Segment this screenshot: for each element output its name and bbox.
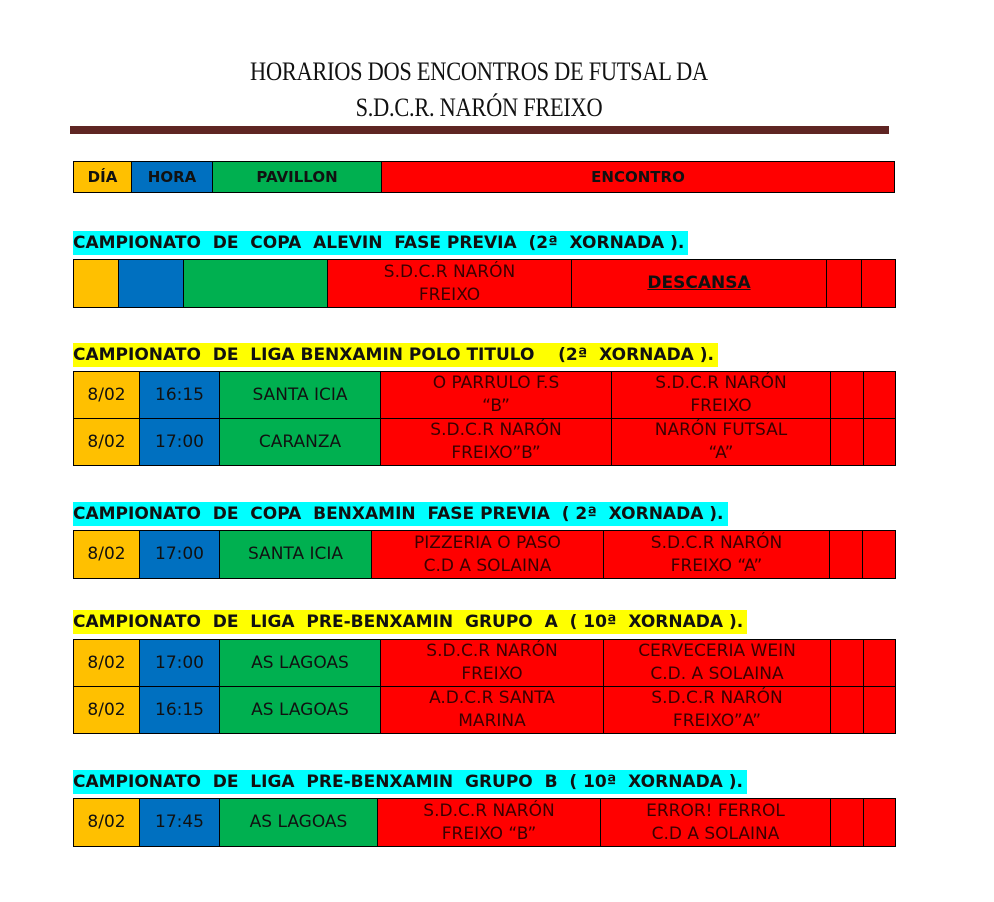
cell-local-team: A.D.C.R SANTA MARINA <box>381 687 604 733</box>
table-row <box>74 260 895 307</box>
cell-hora: 17:00 <box>140 419 220 465</box>
cell-local-team: S.D.C.R NARÓN FREIXO”B” <box>381 419 612 465</box>
cell-score-visitor <box>864 687 895 733</box>
cell-pavillon: AS LAGOAS <box>220 687 381 733</box>
cell-visiting-team: CERVECERIA WEIN C.D. A SOLAINA <box>604 640 831 686</box>
cell-score-visitor <box>864 640 895 686</box>
cell-dia: 8/02 <box>74 531 140 578</box>
cell-visiting-team: S.D.C.R NARÓN FREIXO <box>612 372 831 418</box>
cell-local-team: PIZZERIA O PASO C.D A SOLAINA <box>372 531 604 578</box>
cell-dia: 8/02 <box>74 687 140 733</box>
cell-dia: 8/02 <box>74 640 140 686</box>
table-row <box>74 419 895 465</box>
cell-hora: 17:00 <box>140 531 220 578</box>
cell-local-team: S.D.C.R NARÓN FREIXO <box>328 260 572 307</box>
cell-visiting-team: DESCANSA <box>572 260 827 307</box>
cell-score-visitor <box>863 531 895 578</box>
match-table <box>73 530 896 579</box>
cell-pavillon: CARANZA <box>220 419 381 465</box>
cell-pavillon: AS LAGOAS <box>220 640 381 686</box>
cell-score-local <box>830 531 863 578</box>
cell-visiting-team: ERROR! FERROL C.D A SOLAINA <box>601 799 831 846</box>
section-title: CAMPIONATO DE LIGA PRE-BENXAMIN GRUPO B ( 10ª XORNADA ). <box>73 770 747 794</box>
cell-pavillon: SANTA ICIA <box>220 531 372 578</box>
document-title-line-1: HORARIOS DOS ENCONTROS DE FUTSAL DA <box>250 57 708 86</box>
cell-score-local <box>827 260 862 307</box>
cell-score-local <box>831 419 864 465</box>
table-row <box>74 531 895 578</box>
cell-visiting-team: S.D.C.R NARÓN FREIXO”A” <box>604 687 831 733</box>
cell-score-local <box>831 372 864 418</box>
header-hora: HORA <box>132 162 213 192</box>
cell-score-visitor <box>864 419 895 465</box>
cell-score-visitor <box>864 372 895 418</box>
section-title: CAMPIONATO DE COPA ALEVIN FASE PREVIA (2ª XORNADA ). <box>73 231 688 255</box>
cell-local-team: S.D.C.R NARÓN FREIXO “B” <box>378 799 601 846</box>
cell-dia: 8/02 <box>74 419 140 465</box>
cell-pavillon: AS LAGOAS <box>220 799 378 846</box>
match-table <box>73 798 896 847</box>
cell-dia: 8/02 <box>74 372 140 418</box>
cell-score-local <box>831 640 864 686</box>
title-divider <box>70 126 889 134</box>
cell-dia <box>74 260 119 307</box>
cell-local-team: S.D.C.R NARÓN FREIXO <box>381 640 604 686</box>
section-title: CAMPIONATO DE LIGA PRE-BENXAMIN GRUPO A ( 10ª XORNADA ). <box>73 610 747 634</box>
cell-score-local <box>831 687 864 733</box>
table-row <box>74 372 895 419</box>
table-row <box>74 640 895 687</box>
cell-local-team: O PARRULO F.S “B” <box>381 372 612 418</box>
cell-visiting-team: NARÓN FUTSAL “A” <box>612 419 831 465</box>
table-row <box>74 687 895 733</box>
match-table <box>73 639 896 734</box>
cell-score-visitor <box>862 260 895 307</box>
header-dia: DÍA <box>74 162 132 192</box>
cell-visiting-team: S.D.C.R NARÓN FREIXO “A” <box>604 531 830 578</box>
cell-hora <box>119 260 184 307</box>
cell-pavillon <box>184 260 328 307</box>
cell-score-visitor <box>864 799 895 846</box>
column-header-row <box>73 161 895 193</box>
header-pavillon: PAVILLON <box>213 162 382 192</box>
cell-dia: 8/02 <box>74 799 140 846</box>
section-title: CAMPIONATO DE COPA BENXAMIN FASE PREVIA ( 2ª XORNADA ). <box>73 502 728 526</box>
match-table <box>73 259 896 308</box>
section-title: CAMPIONATO DE LIGA BENXAMIN POLO TITULO (2ª XORNADA ). <box>73 343 718 367</box>
cell-score-local <box>831 799 864 846</box>
match-table <box>73 371 896 466</box>
cell-hora: 16:15 <box>140 372 220 418</box>
cell-pavillon: SANTA ICIA <box>220 372 381 418</box>
cell-hora: 17:45 <box>140 799 220 846</box>
document-title-line-2: S.D.C.R. NARÓN FREIXO <box>355 93 603 122</box>
table-row <box>74 799 895 846</box>
cell-hora: 17:00 <box>140 640 220 686</box>
cell-hora: 16:15 <box>140 687 220 733</box>
header-encontro: ENCONTRO <box>382 162 894 192</box>
